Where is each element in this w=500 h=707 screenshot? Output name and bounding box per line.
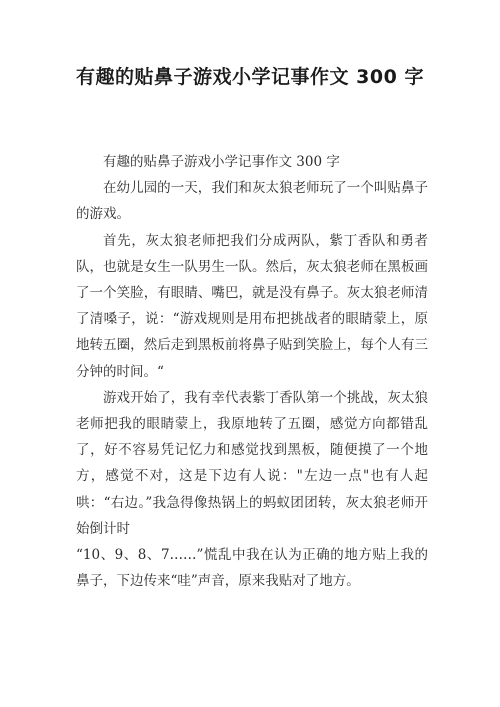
paragraph: 首先，灰太狼老师把我们分成两队，紫丁香队和勇者队，也就是女生一队男生一队。然后，灰太狼老师在黑板画了一个笑脸，有眼睛、嘴巴，就是没有鼻子。灰太狼老师清了清嗓子，说：“游戏规则是用布把挑战者的眼睛蒙上，原地转五圈，然后走到黑板前将鼻子贴到笑脸上，每个人有三分钟的时间。“ — [76, 232, 428, 380]
paragraph: 在幼儿园的一天，我们和灰太狼老师玩了一个叫贴鼻子的游戏。 — [76, 180, 428, 223]
paragraph-heading: 有趣的贴鼻子游戏小学记事作文 300 字 — [103, 154, 340, 170]
document-body — [76, 149, 428, 594]
paragraph: “10、9、8、7……”慌乱中我在认为正确的地方贴上我的鼻子，下边传来“哇”声音，原来我贴对了地方。 — [76, 547, 428, 590]
document-title: 有趣的贴鼻子游戏小学记事作文 300 字 — [76, 66, 424, 88]
paragraph: 游戏开始了，我有幸代表紫丁香队第一个挑战，灰太狼老师把我的眼睛蒙上，我原地转了五圈，感觉方向都错乱了，好不容易凭记忆力和感觉找到黑板，随便摸了一个地方，感觉不对，这是下边有人说："左边一点"也有人起哄：“右边。”我急得像热锅上的蚂蚁团团转，灰太狼老师开始倒计时 — [76, 389, 428, 537]
